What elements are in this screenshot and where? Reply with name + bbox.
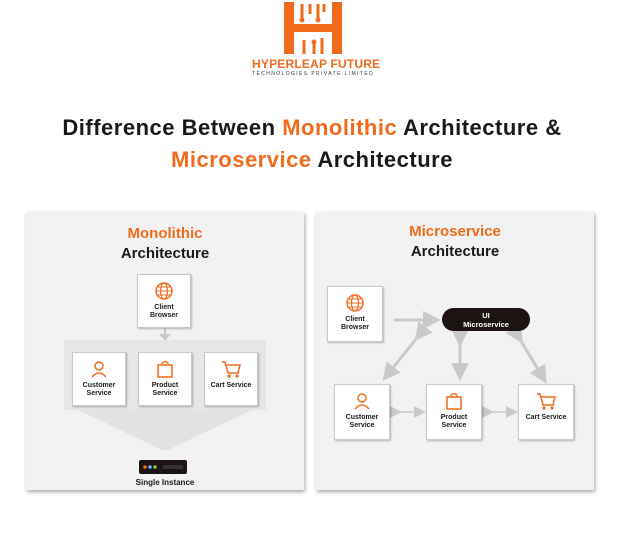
arrow-head (159, 334, 171, 341)
cart-service-box (518, 384, 574, 440)
title-text: Difference Between (62, 115, 283, 140)
box-label: Browser (340, 324, 369, 331)
node-label: Microservice (463, 320, 509, 329)
title-line-1 (0, 112, 624, 144)
box-label: Service (441, 422, 467, 429)
monolithic-panel (26, 212, 304, 490)
customer-icon (352, 391, 372, 411)
title-accent-microservice: Microservice (171, 147, 312, 172)
ui-microservice-node (442, 308, 530, 331)
single-instance-label: Single Instance (135, 478, 195, 487)
title-text: Architecture (311, 147, 453, 172)
box-label: Product (440, 414, 468, 421)
panel-title-rest: Architecture (120, 245, 210, 262)
monolithic-connectors (26, 212, 304, 490)
arrow-ui-cart (518, 336, 542, 376)
logo-mark-icon (280, 0, 346, 56)
microservice-panel (316, 212, 594, 490)
microservice-connectors (316, 212, 594, 490)
company-logo (252, 0, 381, 80)
title-accent-monolithic: Monolithic (282, 115, 398, 140)
box-label: Cart Service (525, 414, 567, 421)
logo-subtitle: TECHNOLOGIES PRIVATE LIMITED (252, 71, 375, 77)
product-bag-icon (155, 359, 175, 379)
customer-icon (89, 359, 109, 379)
server-icon (139, 460, 187, 474)
logo-brand-name: HYPERLEAP FUTURE (252, 57, 381, 71)
panel-title-accent: Monolithic (127, 225, 203, 242)
panel-title-rest: Architecture (410, 243, 500, 260)
arrow-ui-customer (388, 334, 420, 374)
title-line-2 (0, 144, 624, 176)
box-label: Customer (82, 382, 116, 389)
customer-service-box (334, 384, 390, 440)
box-label: Browser (149, 312, 178, 319)
cart-icon (535, 391, 557, 411)
panel-title-accent: Microservice (409, 223, 501, 240)
box-label: Service (152, 390, 178, 397)
box-label: Service (86, 390, 112, 397)
box-label: Client (345, 316, 365, 323)
client-browser-box (137, 274, 191, 328)
box-label: Client (154, 304, 174, 311)
box-label: Customer (345, 414, 379, 421)
product-service-box (426, 384, 482, 440)
cart-icon (220, 359, 242, 379)
client-browser-box (327, 286, 383, 342)
box-label: Service (349, 422, 375, 429)
cart-service-box (204, 352, 258, 406)
title-text: Architecture & (397, 115, 562, 140)
product-bag-icon (444, 391, 464, 411)
box-label: Cart Service (210, 382, 252, 389)
page-title (0, 112, 624, 176)
customer-service-box (72, 352, 126, 406)
box-label: Product (151, 382, 179, 389)
globe-icon (154, 281, 174, 301)
product-service-box (138, 352, 192, 406)
node-label: UI (482, 311, 490, 320)
globe-icon (345, 293, 365, 313)
